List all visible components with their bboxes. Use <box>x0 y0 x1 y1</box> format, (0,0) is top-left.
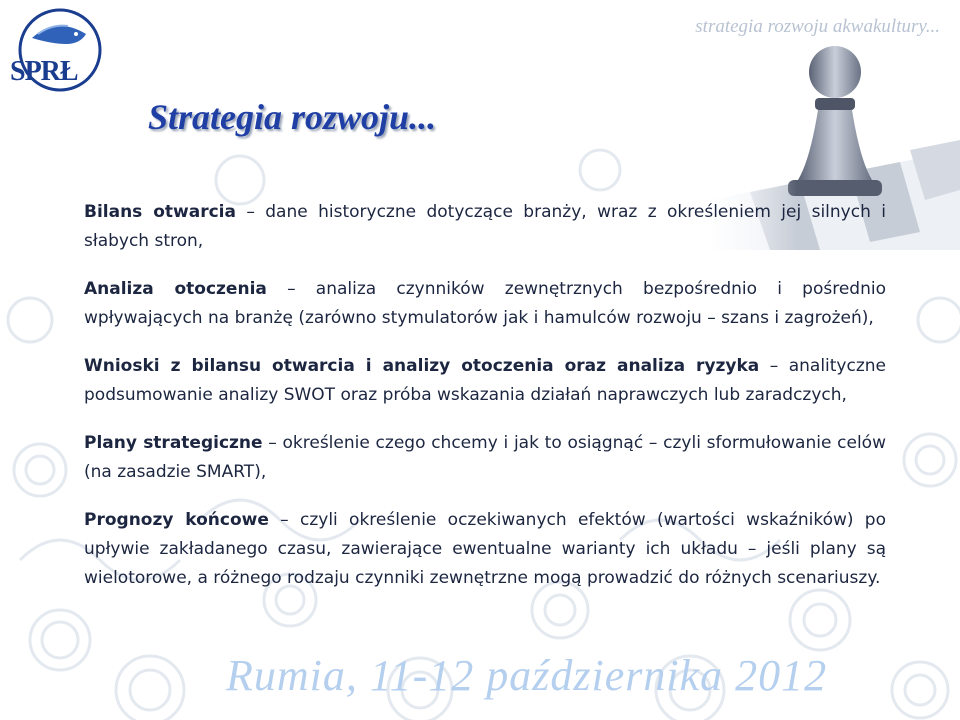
paragraph-text: – dane historyczne dotyczące branży, wraz z określeniem jej silnych i słabych stron, <box>84 202 886 251</box>
paragraph-plany-strategiczne <box>84 429 886 487</box>
paragraph-text: – analityczne podsumowanie analizy SWOT oraz próba wskazania działań naprawczych lub zaradczych, <box>84 356 886 405</box>
paragraph-term: Plany strategiczne <box>84 433 263 453</box>
paragraph-text: – analiza czynników zewnętrznych bezpośrednio i pośrednio wpływających na branżę (zarówno stymulatorów jak i hamulców rozwoju – szans i zagrożeń), <box>84 279 886 328</box>
paragraph-bilans-otwarcia <box>84 198 886 256</box>
paragraph-analiza-otoczenia <box>84 275 886 333</box>
paragraph-term: Wnioski z bilansu otwarcia i analizy otoczenia oraz analiza ryzyka <box>84 356 760 376</box>
paragraph-wnioski <box>84 352 886 410</box>
paragraph-prognozy-koncowe <box>84 506 886 593</box>
paragraph-term: Analiza otoczenia <box>84 279 267 299</box>
slide-content <box>84 198 886 612</box>
paragraph-text: – określenie czego chcemy i jak to osiągnąć – czyli sformułowanie celów (na zasadzie SMART), <box>84 433 886 482</box>
logo-text: SPRŁ <box>10 56 78 87</box>
footer-date-location: Rumia, 11-12 października 2012 <box>226 651 828 700</box>
paragraph-term: Prognozy końcowe <box>84 510 269 530</box>
slide-title: Strategia rozwoju... <box>148 97 437 137</box>
sprl-logo <box>4 4 116 96</box>
paragraph-text: – czyli określenie oczekiwanych efektów (wartości wskaźników) po upływie zakładanego czasu, zawierające ewentualne warianty ich układu – jeśli plany są wielotorowe, a różnego rodzaju czynniki zewnętrzne mogą prowadzić do różnych scenariuszy. <box>84 510 886 588</box>
paragraph-term: Bilans otwarcia <box>84 202 236 222</box>
header-tagline: strategia rozwoju akwakultury... <box>695 16 940 37</box>
